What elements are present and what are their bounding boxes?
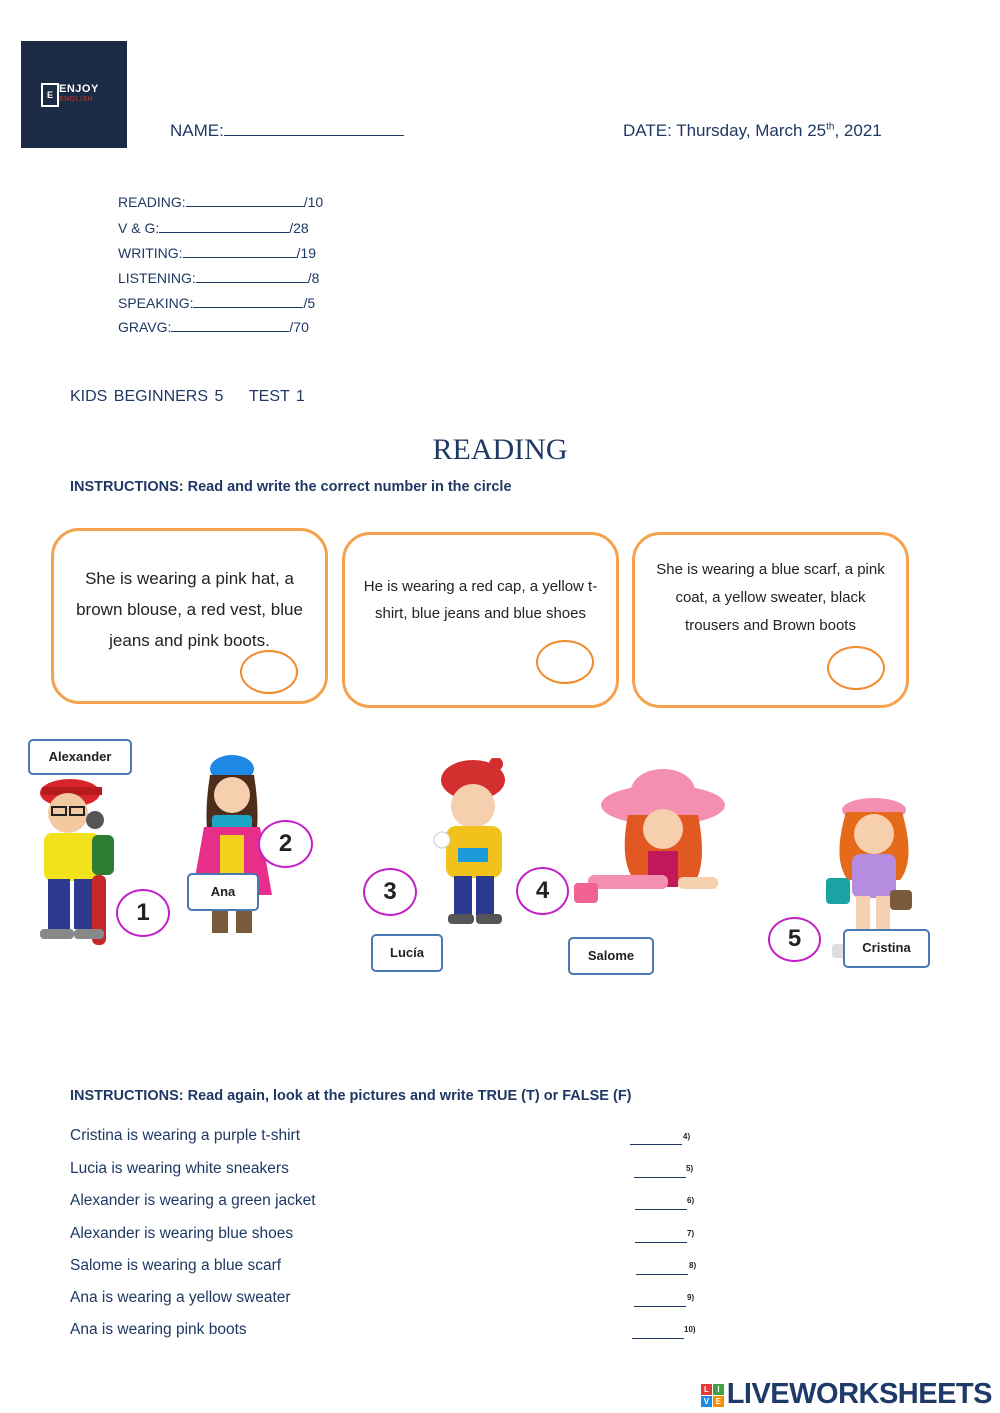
instructions-2: INSTRUCTIONS: Read again, look at the pictures and write TRUE (T) or FALSE (F)	[70, 1088, 632, 1104]
logo-line1: ENJOY	[59, 83, 99, 95]
number-circle-4: 4	[516, 867, 569, 915]
character-name-cristina: Cristina	[843, 929, 930, 968]
answer-circle-3[interactable]	[827, 646, 885, 690]
statement-5: Lucia is wearing white sneakers	[70, 1160, 289, 1177]
statement-number: 9)	[687, 1293, 695, 1302]
score-blank[interactable]	[183, 243, 297, 258]
score-label: V & G:	[118, 220, 160, 236]
statement-number: 5)	[686, 1164, 694, 1173]
instructions-1: INSTRUCTIONS: Read and write the correct number in the circle	[70, 479, 512, 495]
statement-6: Alexander is wearing a green jacket	[70, 1192, 316, 1209]
statement-7: Alexander is wearing blue shoes	[70, 1225, 294, 1242]
statement-number: 8)	[689, 1261, 697, 1270]
score-vg	[118, 218, 309, 238]
score-blank[interactable]	[196, 268, 308, 283]
score-blank[interactable]	[193, 293, 303, 308]
brand-letter: I	[713, 1384, 724, 1395]
score-label: READING:	[118, 194, 186, 210]
score-gravg	[118, 317, 309, 337]
statement-8: Salome is wearing a blue scarf	[70, 1257, 282, 1274]
character-name-lucia: Lucía	[371, 934, 443, 972]
name-line[interactable]	[224, 121, 404, 136]
lucia-illustration	[418, 758, 528, 928]
answer-blank-9[interactable]	[634, 1292, 686, 1307]
date-suffix: , 2021	[834, 121, 882, 140]
score-listening	[118, 268, 319, 288]
score-label: SPEAKING:	[118, 295, 194, 311]
score-total: /5	[303, 295, 316, 311]
date	[623, 121, 882, 141]
score-writing	[118, 243, 316, 263]
salome-illustration	[568, 765, 733, 915]
score-blank[interactable]	[171, 317, 289, 332]
liveworksheets-logo-icon	[701, 1384, 724, 1407]
answer-circle-2[interactable]	[536, 640, 594, 684]
number-circle-1: 1	[116, 889, 170, 937]
description-text: He is wearing a red cap, a yellow t-shirt, blue jeans and blue shoes	[363, 578, 598, 622]
number-circle-3: 3	[363, 868, 417, 916]
brand-letter: L	[701, 1384, 712, 1395]
score-label: LISTENING:	[118, 270, 196, 286]
logo-mark: E	[41, 83, 59, 107]
description-text: She is wearing a blue scarf, a pink coat, a yellow sweater, black trousers and Brown boots	[656, 561, 885, 634]
statement-number: 10)	[684, 1325, 696, 1334]
answer-blank-8[interactable]	[636, 1260, 688, 1275]
score-total: /8	[307, 270, 320, 286]
name-label: NAME:	[170, 121, 224, 140]
score-speaking	[118, 293, 315, 313]
answer-blank-5[interactable]	[634, 1163, 686, 1178]
character-name-alexander: Alexander	[28, 739, 132, 775]
answer-circle-1[interactable]	[240, 650, 298, 694]
answer-blank-7[interactable]	[635, 1228, 687, 1243]
alexander-illustration	[30, 775, 130, 955]
score-label: GRAVG:	[118, 319, 172, 335]
statement-number: 7)	[687, 1229, 695, 1238]
answer-blank-4[interactable]	[630, 1130, 682, 1145]
brand-letter: V	[701, 1396, 712, 1407]
score-label: WRITING:	[118, 245, 183, 261]
logo-line2: ENGLISH	[59, 96, 94, 103]
statement-9: Ana is wearing a yellow sweater	[70, 1289, 291, 1306]
character-name-salome: Salome	[568, 937, 654, 975]
name-field[interactable]	[170, 121, 404, 141]
number-circle-5: 5	[768, 917, 821, 962]
answer-blank-6[interactable]	[635, 1195, 687, 1210]
statement-4: Cristina is wearing a purple t-shirt	[70, 1127, 301, 1144]
character-name-ana: Ana	[187, 873, 259, 911]
score-total: /70	[289, 319, 309, 335]
statement-number: 6)	[687, 1196, 695, 1205]
score-total: /28	[289, 220, 309, 236]
liveworksheets-brand	[701, 1378, 992, 1411]
answer-blank-10[interactable]	[632, 1324, 684, 1339]
brand-letter: E	[713, 1396, 724, 1407]
logo	[21, 41, 127, 148]
statement-number: 4)	[683, 1132, 691, 1141]
number-circle-2: 2	[258, 820, 313, 868]
description-text: She is wearing a pink hat, a brown blouse, a red vest, blue jeans and pink boots.	[76, 569, 303, 650]
test-level: KIDS BEGINNERS 5 TEST 1	[70, 388, 305, 405]
statement-10: Ana is wearing pink boots	[70, 1321, 247, 1338]
score-blank[interactable]	[186, 192, 304, 207]
score-total: /10	[303, 194, 324, 210]
brand-text: LIVEWORKSHEETS	[726, 1378, 992, 1410]
score-reading	[118, 192, 323, 212]
date-prefix: DATE: Thursday, March 25	[623, 121, 827, 140]
score-total: /19	[296, 245, 317, 261]
section-title: READING	[432, 433, 568, 466]
score-blank[interactable]	[159, 218, 289, 233]
date-sup: th	[826, 121, 835, 133]
